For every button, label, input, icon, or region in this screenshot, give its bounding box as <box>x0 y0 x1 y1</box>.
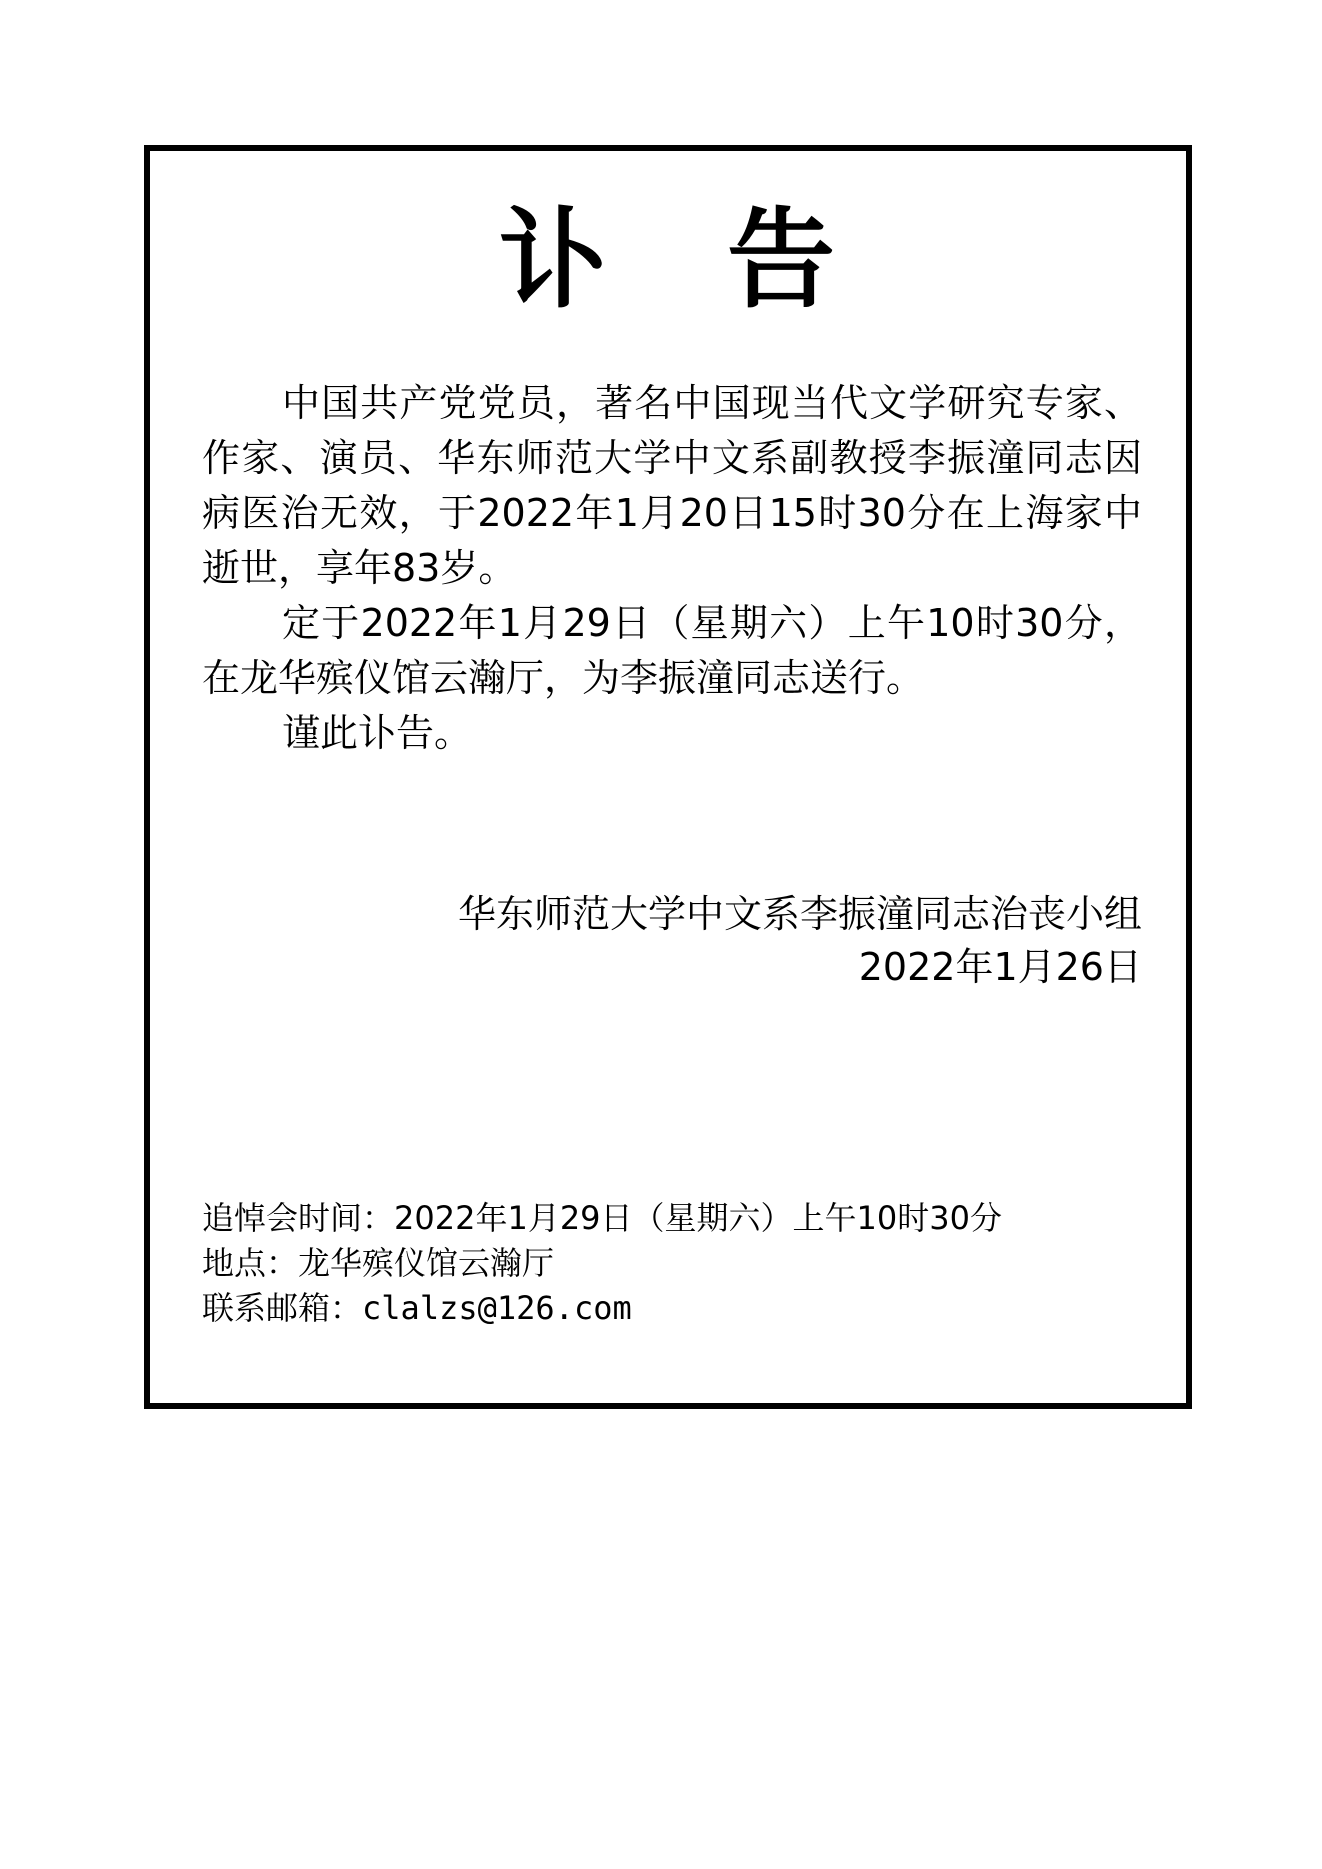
body-paragraph-1: 中国共产党党员，著名中国现当代文学研究专家、作家、演员、华东师范大学中文系副教授李振潼同志因病医治无效，于2022年1月20日15时30分在上海家中逝世，享年83岁。 <box>202 381 1142 590</box>
memorial-time-label: 追悼会时间： <box>202 1199 395 1237</box>
title-char-1: 讣 <box>498 198 609 323</box>
contact-email-label: 联系邮箱： <box>202 1289 363 1327</box>
signature-organization: 华东师范大学中文系李振潼同志治丧小组 <box>457 892 1142 936</box>
notice-border-frame <box>144 145 1192 1409</box>
notice-body <box>202 376 1142 761</box>
memorial-place-row <box>202 1241 1002 1286</box>
notice-title <box>150 191 1186 331</box>
signature-date: 2022年1月26日 <box>858 945 1142 989</box>
body-paragraph-2: 定于2022年1月29日（星期六）上午10时30分，在龙华殡仪馆云瀚厅，为李振潼同志送行。 <box>202 601 1142 700</box>
memorial-place-label: 地点： <box>202 1244 299 1282</box>
contact-email-value: clalzs@126.com <box>362 1289 632 1327</box>
signature-block <box>458 888 1142 994</box>
memorial-time-row <box>202 1196 1002 1241</box>
memorial-place-value: 龙华殡仪馆云瀚厅 <box>298 1244 555 1282</box>
contact-email-row <box>202 1286 1002 1331</box>
title-char-2: 告 <box>727 198 838 323</box>
body-paragraph-3: 谨此讣告。 <box>282 711 473 755</box>
memorial-time-value: 2022年1月29日（星期六）上午10时30分 <box>394 1199 1002 1237</box>
memorial-info <box>202 1196 1002 1331</box>
